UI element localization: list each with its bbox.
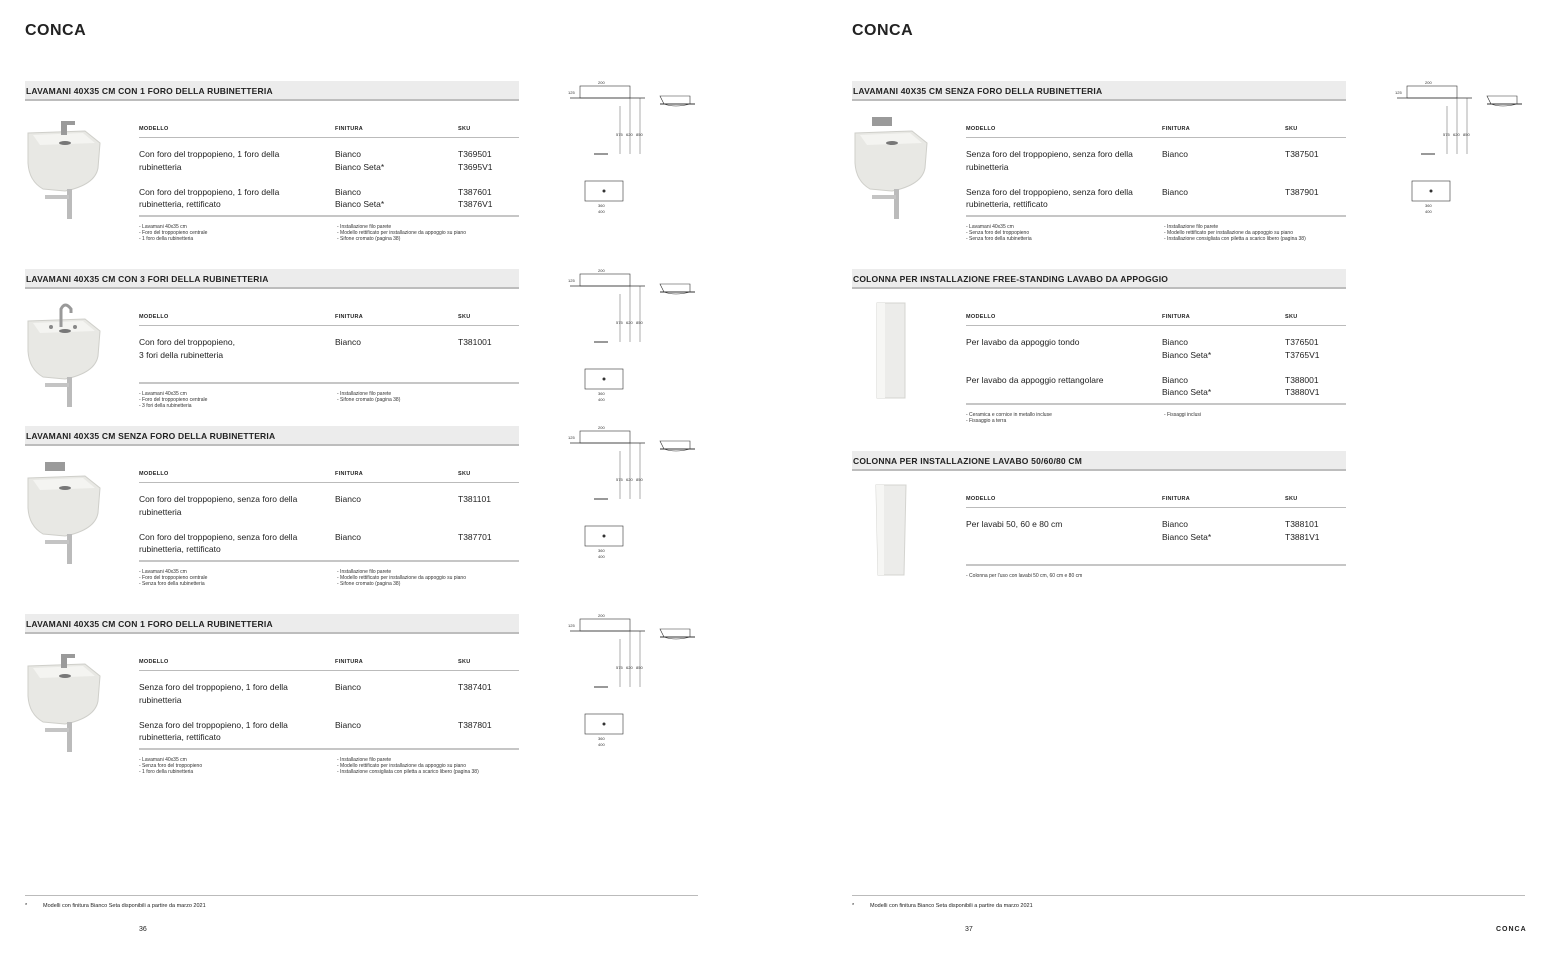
notes-left: - Colonna per l'uso con lavabi 50 cm, 60 cm e 80 cm [966,572,1083,579]
notes-left: - Lavamani 40x35 cm - Foro del troppopieno centrale - Senza foro della rubinetteria [139,569,208,587]
table-divider [966,507,1346,508]
table-row-model: Con foro del troppopieno, senza foro della rubinetteria [139,494,298,517]
dimension-label: 575 [616,665,623,670]
dimension-label: 575 [616,132,623,137]
column-header-model: MODELLO [139,314,169,320]
section-header: LAVAMANI 40X35 CM CON 1 FORO DELLA RUBINETTERIA [25,614,519,634]
technical-drawing [1387,76,1527,221]
table-divider [966,137,1346,138]
product-section [25,81,519,242]
table-divider [966,215,1346,217]
notes-left: - Lavamani 40x35 cm - Foro del troppopieno centrale - 1 foro della rubinetteria [139,224,208,242]
dimension-label: 200 [598,613,605,618]
technical-drawing [560,421,700,566]
table-row-model: Senza foro del troppopieno, senza foro della rubinetteria [966,149,1133,172]
dimension-label: 360 [598,548,605,553]
column-header-finish: FINITURA [1162,496,1191,502]
dimension-label: 125 [568,623,575,628]
footnote: Modelli con finitura Bianco Seta disponibili a partire da marzo 2021 [43,903,206,909]
technical-drawing [560,264,700,409]
dimension-label: 575 [616,477,623,482]
dimension-label: 400 [598,742,605,747]
notes-right: - Fissaggi inclusi [1164,412,1201,418]
table-divider [139,215,519,217]
column-header-model: MODELLO [139,471,169,477]
dimension-label: 360 [598,736,605,741]
section-header: LAVAMANI 40X35 CM CON 3 FORI DELLA RUBINETTERIA [25,269,519,289]
table-row-model: Con foro del troppopieno, 1 foro della rubinetteria, rettificato [139,186,280,209]
page-title-left: CONCA [25,22,87,39]
product-image [852,483,932,598]
notes-right: - Installazione filo parete - Modello rettificato per installazione da appoggio su piano - Installazione consigliata con piletta a scarico libero (pagina 38) [337,757,479,775]
notes-right: - Installazione filo parete - Modello rettificato per installazione da appoggio su piano - Sifone cromato (pagina 38) [337,224,466,242]
table-row-model: Per lavabo da appoggio rettangolare [966,374,1104,385]
table-divider [139,382,519,384]
product-section [852,451,1346,579]
column-header-model: MODELLO [966,126,996,132]
table-row-finish: Bianco Bianco Seta* [335,149,385,172]
section-header: COLONNA PER INSTALLAZIONE FREE-STANDING LAVABO DA APPOGGIO [852,269,1346,289]
table-row-finish: Bianco [335,494,361,504]
table-divider [139,670,519,671]
product-image [25,458,105,573]
table-row-model: Per lavabi 50, 60 e 80 cm [966,519,1063,529]
dimension-label: 360 [1425,203,1432,208]
dimension-label: 400 [598,397,605,402]
table-row-sku: T388001 T3880V1 [1285,374,1320,397]
dimension-label: 200 [598,425,605,430]
dimension-label: 620 [626,665,633,670]
dimension-label: 200 [1425,80,1432,85]
table-row-finish: Bianco [335,337,361,347]
table-row-sku: T387701 [458,531,492,542]
column-header-sku: SKU [458,126,471,132]
table-row-finish: Bianco [335,719,361,730]
table-row-sku: T369501 T3695V1 [458,149,493,172]
notes-left: - Lavamani 40x35 cm - Foro del troppopieno centrale - 3 fori della rubinetteria [139,390,208,409]
table-divider [966,564,1346,566]
notes-right: - Installazione filo parete - Sifone cromato (pagina 38) [337,390,401,403]
notes-left: - Ceramica e cornice in metallo incluse - Fissaggio a terra [966,412,1052,424]
product-section [25,614,519,775]
table-row-model: Con foro del troppopieno, 3 fori della rubinetteria [139,337,235,360]
table-divider [139,748,519,750]
table-row-model: Senza foro del troppopieno, 1 foro della rubinetteria [139,682,288,705]
dimension-label: 850 [1463,132,1470,137]
table-row-finish: Bianco [1162,149,1188,159]
column-header-sku: SKU [458,314,471,320]
dimension-label: 620 [1453,132,1460,137]
section-header: LAVAMANI 40X35 CM CON 1 FORO DELLA RUBINETTERIA [25,81,519,101]
table-row-model: Per lavabo da appoggio tondo [966,337,1080,347]
column-header-finish: FINITURA [1162,314,1191,320]
column-header-finish: FINITURA [335,659,364,665]
notes-right: - Installazione filo parete - Modello rettificato per installazione da appoggio su piano - Sifone cromato (pagina 38) [337,569,466,587]
table-row-finish: Bianco [1162,186,1188,197]
section-header: COLONNA PER INSTALLAZIONE LAVABO 50/60/80 CM [852,451,1346,471]
table-row-finish: Bianco Bianco Seta* [1162,337,1212,360]
dimension-label: 360 [598,203,605,208]
table-row-sku: T387601 T3876V1 [458,186,493,209]
page-number: 36 [139,926,147,933]
table-row-model: Con foro del troppopieno, senza foro della rubinetteria, rettificato [139,531,298,554]
footnote-mark: * [25,903,28,909]
table-row-finish: Bianco Bianco Seta* [1162,519,1212,542]
footnote: Modelli con finitura Bianco Seta disponibili a partire da marzo 2021 [870,903,1033,909]
column-header-sku: SKU [458,471,471,477]
dimension-label: 125 [568,278,575,283]
column-header-sku: SKU [1285,126,1298,132]
table-row-finish: Bianco Bianco Seta* [1162,374,1212,397]
column-header-model: MODELLO [966,496,996,502]
dimension-label: 125 [568,435,575,440]
table-row-sku: T387801 [458,719,492,730]
product-image [25,301,105,416]
page-title-right: CONCA [852,22,914,39]
footer-divider [25,895,698,896]
dimension-label: 850 [636,132,643,137]
notes-left: - Lavamani 40x35 cm - Senza foro del troppopieno - 1 foro della rubinetteria [139,757,203,775]
dimension-label: 200 [598,80,605,85]
table-row-finish: Bianco [335,531,361,542]
dimension-label: 575 [616,320,623,325]
product-section [852,81,1346,242]
table-divider [966,325,1346,326]
table-divider [139,560,519,562]
product-section [25,426,519,587]
column-header-finish: FINITURA [335,126,364,132]
product-section [852,269,1346,424]
section-header: LAVAMANI 40X35 CM SENZA FORO DELLA RUBINETTERIA [852,81,1346,101]
table-row-sku: T376501 T3765V1 [1285,337,1320,360]
column-header-model: MODELLO [139,126,169,132]
product-section [25,269,519,409]
brand-label: CONCA [1496,926,1527,933]
page-number: 37 [965,926,973,933]
dimension-label: 125 [1395,90,1402,95]
table-row-finish: Bianco Bianco Seta* [335,186,385,209]
dimension-label: 850 [636,477,643,482]
dimension-label: 620 [626,320,633,325]
table-row-sku: T381001 [458,337,492,347]
dimension-label: 400 [1425,209,1432,214]
table-row-sku: T387401 [458,682,492,692]
table-row-finish: Bianco [335,682,361,692]
notes-left: - Lavamani 40x35 cm - Senza foro del troppopieno - Senza foro della rubinetteria [966,224,1032,242]
column-header-sku: SKU [1285,314,1298,320]
product-image [25,646,105,761]
footnote-mark: * [852,903,855,909]
column-header-finish: FINITURA [1162,126,1191,132]
product-image [852,113,932,228]
table-row-sku: T381101 [458,494,491,504]
notes-right: - Installazione filo parete - Modello rettificato per installazione da appoggio su piano - Installazione consigliata con piletta a scarico libero (pagina 38) [1164,224,1306,242]
column-header-sku: SKU [1285,496,1298,502]
table-row-sku: T388101 T3881V1 [1285,519,1320,542]
dimension-label: 850 [636,320,643,325]
table-divider [966,403,1346,405]
product-image [25,113,105,228]
table-row-sku: T387501 [1285,149,1319,159]
dimension-label: 400 [598,209,605,214]
table-row-sku: T387901 [1285,186,1319,197]
dimension-label: 620 [626,132,633,137]
footer-divider [852,895,1525,896]
column-header-sku: SKU [458,659,471,665]
table-row-model: Con foro del troppopieno, 1 foro della rubinetteria [139,149,280,172]
technical-drawing [560,76,700,221]
dimension-label: 620 [626,477,633,482]
dimension-label: 400 [598,554,605,559]
product-image [852,301,932,416]
column-header-finish: FINITURA [335,314,364,320]
table-divider [139,325,519,326]
technical-drawing [560,609,700,754]
column-header-model: MODELLO [139,659,169,665]
table-divider [139,482,519,483]
section-header: LAVAMANI 40X35 CM SENZA FORO DELLA RUBINETTERIA [25,426,519,446]
table-divider [139,137,519,138]
dimension-label: 125 [568,90,575,95]
table-row-model: Senza foro del troppopieno, senza foro della rubinetteria, rettificato [966,186,1133,209]
column-header-finish: FINITURA [335,471,364,477]
table-row-model: Senza foro del troppopieno, 1 foro della rubinetteria, rettificato [139,719,288,742]
dimension-label: 850 [636,665,643,670]
dimension-label: 575 [1443,132,1450,137]
dimension-label: 200 [598,268,605,273]
dimension-label: 360 [598,391,605,396]
column-header-model: MODELLO [966,314,996,320]
